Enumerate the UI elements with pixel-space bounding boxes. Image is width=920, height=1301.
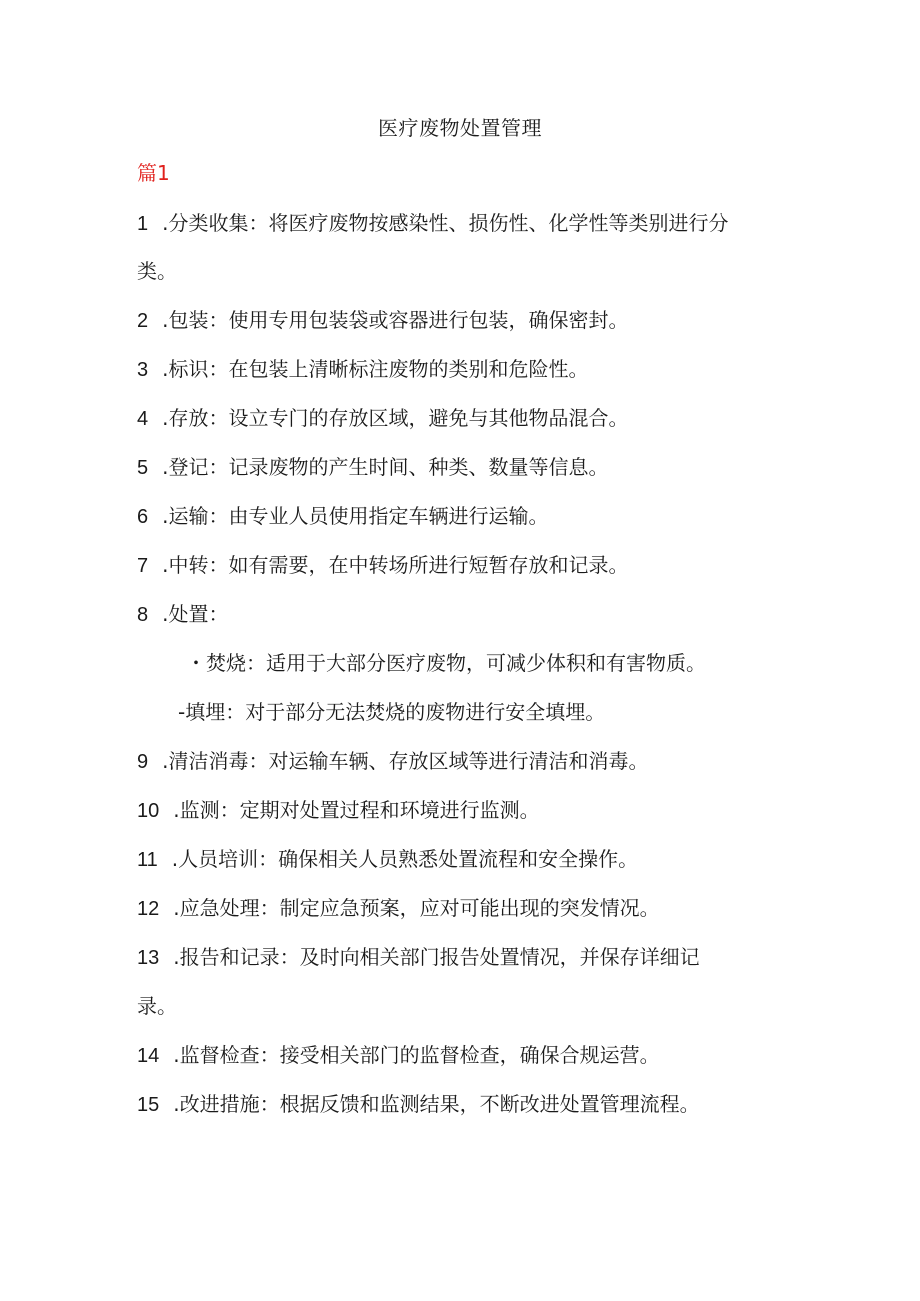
item-number: 1 [137, 213, 149, 235]
item-continuation: 录。 [137, 994, 177, 1018]
list-item [137, 894, 660, 923]
list-item [137, 551, 628, 580]
sub-item-landfill: -填埋：对于部分无法焚烧的废物进行安全填埋。 [178, 700, 606, 724]
item-number: 14 [137, 1045, 160, 1067]
list-item [137, 845, 638, 874]
item-text: .存放：设立专门的存放区域，避免与其他物品混合。 [162, 406, 629, 430]
sub-item-incineration: ・焚烧：适用于大部分医疗废物，可减少体积和有害物质。 [186, 651, 706, 675]
item-number: 4 [137, 408, 149, 430]
item-text: .监督检查：接受相关部门的监督检查，确保合规运营。 [173, 1043, 660, 1067]
item-text: .运输：由专业人员使用指定车辆进行运输。 [162, 504, 549, 528]
item-text: .报告和记录：及时向相关部门报告处置情况，并保存详细记 [173, 945, 700, 969]
item-text: .标识：在包装上清晰标注废物的类别和危险性。 [162, 357, 589, 381]
list-item [137, 404, 628, 433]
item-text: .包装：使用专用包装袋或容器进行包装，确保密封。 [162, 308, 629, 332]
list-item [137, 600, 228, 629]
item-number: 8 [137, 604, 149, 626]
item-text: .改进措施：根据反馈和监测结果，不断改进处置管理流程。 [173, 1092, 700, 1116]
item-number: 12 [137, 898, 160, 920]
item-text: .分类收集：将医疗废物按感染性、损伤性、化学性等类别进行分 [162, 211, 729, 235]
item-number: 2 [137, 310, 149, 332]
list-item [137, 1090, 700, 1119]
item-number: 3 [137, 359, 149, 381]
item-number: 11 [137, 849, 158, 871]
item-number: 10 [137, 800, 160, 822]
item-text: .清洁消毒：对运输车辆、存放区域等进行清洁和消毒。 [162, 749, 649, 773]
list-item [137, 502, 548, 531]
list-item [137, 453, 608, 482]
list-item [137, 747, 648, 776]
item-number: 15 [137, 1094, 160, 1116]
item-number: 13 [137, 947, 160, 969]
list-item [137, 943, 700, 972]
list-item [137, 1041, 660, 1070]
item-text: .处置： [162, 602, 229, 626]
item-number: 7 [137, 555, 149, 577]
list-item [137, 306, 628, 335]
item-number: 5 [137, 457, 149, 479]
item-number: 9 [137, 751, 149, 773]
item-text: .登记：记录废物的产生时间、种类、数量等信息。 [162, 455, 609, 479]
item-text: .监测：定期对处置过程和环境进行监测。 [173, 798, 540, 822]
section-label: 篇1 [137, 161, 170, 185]
item-continuation: 类。 [137, 259, 177, 283]
item-text: .中转：如有需要，在中转场所进行短暂存放和记录。 [162, 553, 629, 577]
list-item [137, 209, 728, 238]
item-text: .应急处理：制定应急预案，应对可能出现的突发情况。 [173, 896, 660, 920]
item-number: 6 [137, 506, 149, 528]
item-text: .人员培训：确保相关人员熟悉处置流程和安全操作。 [171, 847, 639, 871]
document-title: 医疗废物处置管理 [378, 116, 542, 140]
list-item [137, 355, 588, 384]
list-item [137, 796, 540, 825]
